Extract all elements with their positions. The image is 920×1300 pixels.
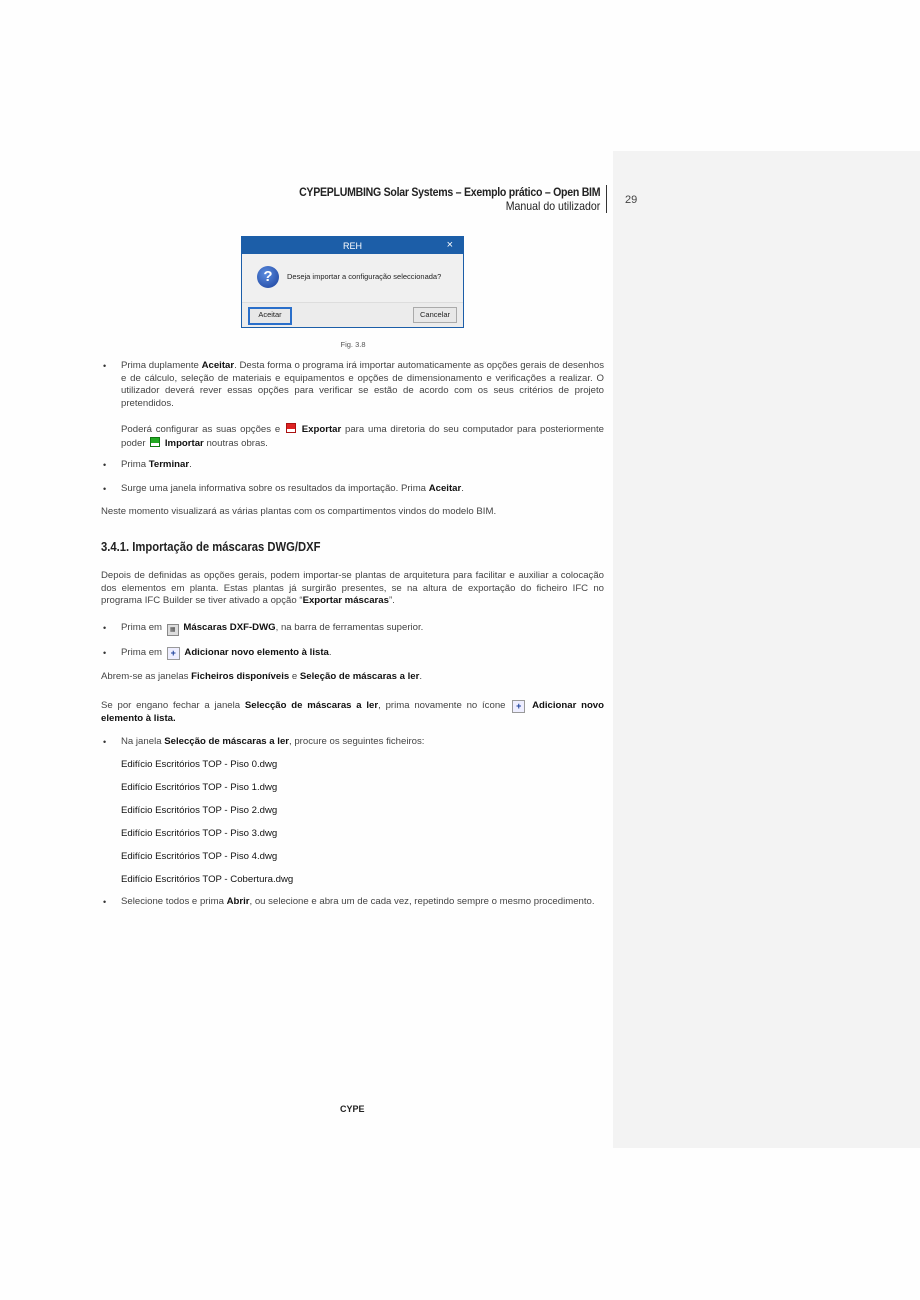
text: Prima em [121, 622, 165, 633]
text: , prima novamente no ícone [378, 700, 511, 711]
text: Prima [121, 459, 149, 470]
text: Depois de definidas as opções gerais, podem importar-se plantas de arquitetura para facilitar e auxiliar a colocação dos elementos em planta. Estas plantas já surgirão presentes, se na altura de exportação do ficheiro IFC no programa IFC Builder se tiver ativado a opção “ [101, 570, 604, 606]
header-title: CYPEPLUMBING Solar Systems – Exemplo prático – Open BIM [298, 185, 600, 199]
bullet-icon: • [103, 484, 107, 494]
paragraph-intro [101, 570, 604, 608]
bold-text: Seleção de máscaras a ler [299, 671, 420, 682]
bullet-icon: • [103, 361, 107, 371]
add-element-icon: + [167, 647, 180, 660]
text: Surge uma janela informativa sobre os resultados da importação. Prima [121, 483, 429, 494]
file-name: Edifício Escritórios TOP - Cobertura.dwg [121, 874, 294, 885]
figure-caption: Fig. 3.8 [340, 340, 366, 349]
bullet-icon: • [103, 897, 107, 907]
text: noutras obras. [203, 437, 268, 449]
text: , ou selecione e abra um de cada vez, repetindo sempre o mesmo procedimento. [249, 896, 595, 907]
page-number: 29 [625, 194, 638, 206]
bullet-icon: • [103, 648, 107, 658]
paragraph-bullet-accept [121, 360, 604, 410]
paragraph-bullet-procure [121, 736, 604, 749]
section-heading: 3.4.1. Importação de máscaras DWG/DXF [101, 540, 321, 554]
bold-text: Abrir [226, 896, 250, 907]
bold-text: Terminar [148, 459, 190, 470]
text: Abrem-se as janelas [101, 671, 192, 682]
question-icon: ? [257, 266, 279, 288]
file-name: Edifício Escritórios TOP - Piso 0.dwg [121, 759, 278, 770]
bold-text: Exportar máscaras [302, 595, 389, 606]
paragraph-model-bim: Neste momento visualizará as várias plantas com os compartimentos vindos do modelo BIM. [101, 506, 497, 517]
text: para uma diretoria do seu computador para posteriormente poder [121, 424, 605, 449]
bold-text: Máscaras DXF-DWG [183, 622, 276, 633]
bold-text: Adicionar novo elemento à lista. [101, 700, 604, 724]
close-icon[interactable]: × [446, 239, 453, 251]
dialog-message: Deseja importar a configuração seleccionada? [287, 272, 442, 281]
text: Prima em [121, 647, 165, 658]
export-icon [286, 423, 296, 433]
cancel-button[interactable]: Cancelar [413, 307, 457, 323]
text: Selecione todos e prima [121, 896, 227, 907]
text: e [289, 671, 300, 682]
dialog-title: REH [342, 241, 362, 251]
paragraph-bullet-terminar [121, 459, 604, 472]
text: . [461, 483, 464, 494]
paragraph-bullet-adicionar [121, 647, 604, 660]
dialog-titlebar [242, 237, 463, 254]
bold-text: Aceitar [428, 483, 462, 494]
text: . [189, 459, 192, 470]
bullet-icon: • [103, 737, 107, 747]
header-subtitle: Manual do utilizador [505, 199, 600, 213]
add-element-icon: + [512, 700, 525, 713]
bold-text: Aceitar [201, 360, 235, 371]
bullet-icon: • [103, 460, 107, 470]
text: Na janela [121, 736, 165, 747]
paragraph-windows-open [101, 671, 604, 684]
text: Poderá configurar as suas opções e [121, 424, 284, 435]
page-header [258, 185, 607, 213]
dialog-footer [242, 302, 463, 327]
paragraph-bullet-mascaras [121, 622, 604, 636]
paragraph-bullet-abrir [121, 896, 604, 909]
paragraph-bullet-aceitar [121, 483, 604, 496]
paragraph-export-import [121, 423, 604, 450]
text: ”. [388, 595, 395, 606]
bold-text: Exportar [301, 424, 342, 435]
text: Se por engano fechar a janela [101, 700, 245, 711]
text: . [419, 671, 423, 682]
bold-text: Selecção de máscaras a ler [244, 700, 379, 711]
bullet-icon: • [103, 623, 107, 633]
text: . Desta forma o programa irá importar automaticamente as opções gerais de desenhos e de cálculo, seleção de materiais e equipamentos e opções de dimensionamento e verificações a realizar. O utilizador deverá rever essas opções para verificar se estão de acordo com os seus critérios de projeto pretendidos. [121, 360, 604, 409]
dialog-body [242, 254, 463, 304]
text: , na barra de ferramentas superior. [275, 622, 424, 633]
file-name: Edifício Escritórios TOP - Piso 2.dwg [121, 805, 278, 816]
page-footer: CYPE [340, 1104, 365, 1114]
comment-margin-panel [613, 151, 920, 1148]
text: Prima duplamente [121, 360, 202, 371]
text: . [328, 647, 332, 658]
file-name: Edifício Escritórios TOP - Piso 4.dwg [121, 851, 278, 862]
import-icon [150, 437, 160, 447]
text: , procure os seguintes ficheiros: [289, 736, 425, 747]
bold-text: Importar [164, 437, 204, 449]
file-name: Edifício Escritórios TOP - Piso 1.dwg [121, 782, 278, 793]
confirm-dialog-figure [241, 236, 464, 328]
paragraph-reopen [101, 700, 604, 726]
file-name: Edifício Escritórios TOP - Piso 3.dwg [121, 828, 278, 839]
bold-text: Selecção de máscaras a ler [164, 736, 290, 747]
accept-button[interactable]: Aceitar [248, 307, 292, 325]
dxf-dwg-masks-icon: ▦ [167, 624, 179, 636]
bold-text: Adicionar novo elemento à lista [184, 647, 329, 658]
bold-text: Ficheiros disponíveis [191, 671, 290, 682]
